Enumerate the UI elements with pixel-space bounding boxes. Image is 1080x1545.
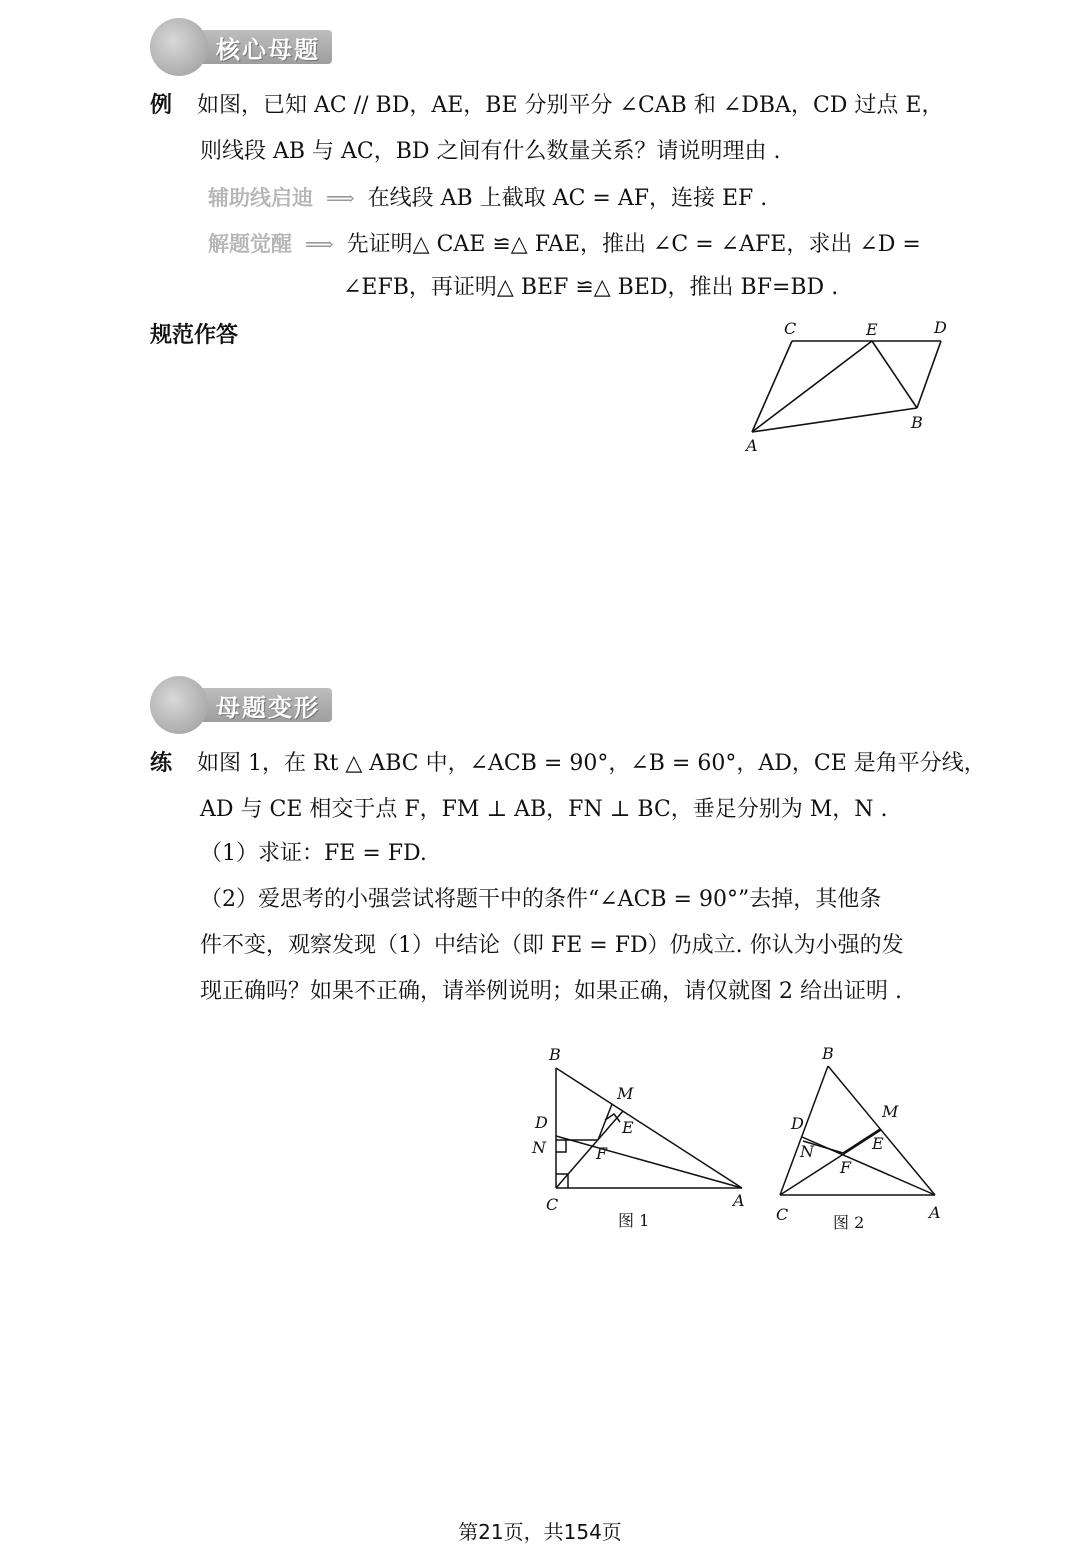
figure-1 (556, 1068, 742, 1188)
point-label-b: B (911, 413, 923, 432)
example-figure (730, 312, 960, 462)
arrow-icon: ⟹ (305, 232, 334, 256)
fig1-label-c: C (546, 1195, 559, 1214)
section-title: 核心母题 (194, 30, 332, 64)
page-footer: 第21页，共154页 (458, 1520, 622, 1544)
fig1-label-b: B (549, 1045, 561, 1064)
example-label: 例 (150, 93, 173, 118)
fig2-label-m: M (882, 1102, 899, 1121)
point-label-a: A (746, 436, 758, 455)
exercise-line-4: （2）爱思考的小强尝试将题干中的条件“∠ACB = 90°”去掉，其他条 (200, 887, 882, 912)
hint-label: 辅助线启迪 (208, 186, 313, 210)
fig1-caption: 图 1 (618, 1211, 650, 1230)
solve-line-2: ∠EFB，再证明△ BEF ≌△ BED，推出 BF=BD . (343, 275, 839, 300)
triangle-emblem-icon (150, 676, 208, 734)
exercise-line-2: AD 与 CE 相交于点 F，FM ⊥ AB，FN ⊥ BC，垂足分别为 M，N . (200, 797, 888, 822)
exercise-label: 练 (150, 751, 173, 776)
exercise-line-1: 练 如图 1，在 Rt △ ABC 中，∠ACB = 90°，∠B = 60°，AD，CE 是角平分线， (150, 751, 986, 776)
fig1-label-e: E (622, 1118, 634, 1137)
fig1-label-a: A (733, 1191, 745, 1210)
fig2-label-c: C (776, 1205, 789, 1224)
section-badge-core (150, 22, 332, 72)
fig1-label-n: N (532, 1138, 546, 1157)
fig1-label-f: F (596, 1144, 608, 1163)
segment-ca (752, 341, 792, 432)
point-label-e: E (866, 320, 878, 339)
point-label-c: C (784, 319, 797, 338)
segment-db (917, 341, 941, 408)
segment-ae (752, 341, 872, 432)
example-line-2: 则线段 AB 与 AC，BD 之间有什么数量关系？请说明理由 . (200, 139, 781, 164)
triangle-emblem-icon (150, 18, 208, 76)
fig2-label-a: A (929, 1203, 941, 1222)
arrow-icon: ⟹ (326, 186, 355, 210)
fig2-label-b: B (822, 1044, 834, 1063)
exercise-line-3: （1）求证：FE = FD. (200, 841, 427, 866)
fig1-label-d: D (535, 1113, 548, 1132)
fig2-label-n: N (800, 1142, 814, 1161)
solve-label: 解题觉醒 (208, 232, 292, 256)
answer-heading: 规范作答 (150, 323, 239, 348)
solve-line-1: 解题觉醒 ⟹ 先证明△ CAE ≌△ FAE，推出 ∠C = ∠AFE，求出 ∠D = (208, 232, 921, 257)
section-badge-variation (150, 680, 332, 730)
fig2-label-f: F (840, 1158, 852, 1177)
exercise-line-6: 现正确吗？如果不正确，请举例说明；如果正确，请仅就图 2 给出证明 . (200, 979, 902, 1004)
fig1-label-m: M (617, 1084, 634, 1103)
fig2-caption: 图 2 (833, 1213, 865, 1232)
segment-ab (752, 408, 917, 432)
exercise-line-5: 件不变，观察发现（1）中结论（即 FE = FD）仍成立. 你认为小强的发 (200, 933, 904, 958)
segment-be (872, 341, 917, 408)
point-label-d: D (934, 318, 947, 337)
fig2-label-e: E (872, 1134, 884, 1153)
fig2-label-d: D (791, 1114, 804, 1133)
exercise-figures (520, 1040, 960, 1240)
hint-line: 辅助线启迪 ⟹ 在线段 AB 上截取 AC = AF，连接 EF . (208, 186, 768, 211)
example-line-1: 例 如图，已知 AC // BD，AE，BE 分别平分 ∠CAB 和 ∠DBA，CD 过点 E， (150, 93, 944, 118)
section-title: 母题变形 (194, 688, 332, 722)
